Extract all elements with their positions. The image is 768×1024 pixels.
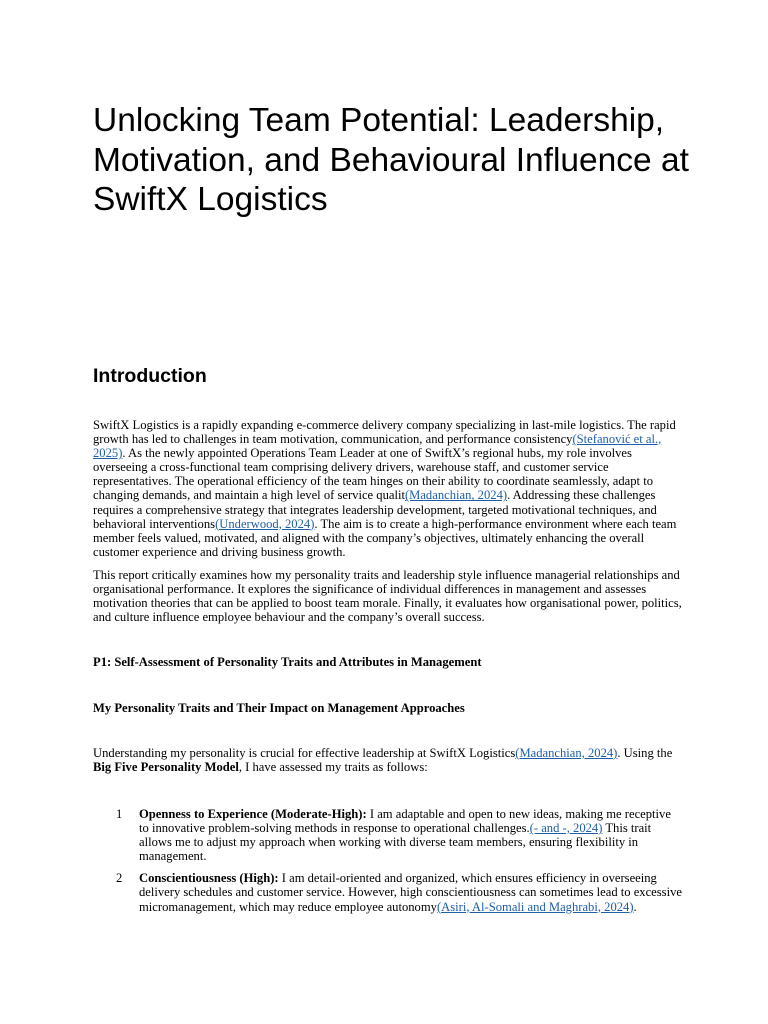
intro-p1-text-1: SwiftX Logistics is a rapidly expanding e-commerce delivery company specializing in last-mile logistics. The rapid growth has led to challenges in team motivation, communication, and performance consistency xyxy=(93,418,676,447)
traits-list xyxy=(93,807,683,914)
trait-name: Openness to Experience (Moderate-High): xyxy=(139,807,367,821)
citation-link-madanchian[interactable]: (Madanchian, 2024) xyxy=(404,488,508,503)
intro-p1-text-3: . Addressing these challenges requires a comprehensive strategy that integrates leadership development, targeted motivational techniques, and behavioral interventions xyxy=(93,488,657,531)
big-five-model-term: Big Five Personality Model xyxy=(93,760,239,775)
citation-link-underwood[interactable]: (Underwood, 2024) xyxy=(215,516,315,531)
intro-p1-text-4: . The aim is to create a high-performance environment where each team member feels valued, motivated, and aligned with the company’s objectives, ultimately enhancing the overall customer experience and driving business growth. xyxy=(93,516,677,559)
trait-text-end: This trait allows me to adjust my approach when working with diverse team members, ensuring flexibility in management. xyxy=(139,821,652,864)
personality-text-3: , I have assessed my traits as follows: xyxy=(238,760,428,775)
personality-text-2: . Using the xyxy=(617,746,673,760)
intro-paragraph-1 xyxy=(93,418,683,559)
personality-text-1: Understanding my personality is crucial for effective leadership at SwiftX Logistics xyxy=(93,746,516,760)
list-item xyxy=(93,871,683,913)
p1-heading: P1: Self-Assessment of Personality Traits and Attributes in Management xyxy=(93,655,482,669)
citation-link-stefanovic[interactable]: (Stefanović et al., 2025) xyxy=(93,432,662,461)
citation-link[interactable]: (Asiri, Al-Somali and Maghrabi, 2024) xyxy=(436,899,634,914)
traits-heading: My Personality Traits and Their Impact on Management Approaches xyxy=(93,701,465,715)
intro-p1-text-2: . As the newly appointed Operations Team Leader at one of SwiftX’s regional hubs, my role involves overseeing a cross-functional team comprising delivery drivers, warehouse staff, and customer service representatives. The operational efficiency of the team hinges on their ability to coordinate seamlessly, adapt to changing demands, and maintain a high level of service qualit xyxy=(93,446,653,503)
citation-link-madanchian-2[interactable]: (Madanchian, 2024) xyxy=(515,746,618,760)
trait-text: I am adaptable and open to new ideas, making me receptive to innovative problem-solving methods in response to operational challenges. xyxy=(139,807,671,836)
trait-text: I am detail-oriented and organized, which ensures efficiency in overseeing delivery schedules and customer service. However, high conscientiousness can sometimes lead to excessive micromanagement, which may reduce employee autonomy xyxy=(139,871,682,914)
document-title: Unlocking Team Potential: Leadership, Motivation, and Behavioural Influence at SwiftX Logistics xyxy=(93,102,689,218)
list-number: 1 xyxy=(116,807,123,821)
list-number: 2 xyxy=(116,871,123,886)
trait-text-end: . xyxy=(633,899,637,914)
intro-paragraph-2: This report critically examines how my personality traits and leadership style influence managerial relationships and organisational performance. It explores the significance of individual differences in management and assesses motivation theories that can be applied to boost team morale. Finally, it evaluates how organisational power, politics, and culture influence employee behaviour and the company’s overall success. xyxy=(93,568,682,625)
list-item xyxy=(93,807,683,863)
citation-link[interactable]: (- and -, 2024) xyxy=(529,821,603,836)
introduction-heading: Introduction xyxy=(93,365,207,387)
trait-name: Conscientiousness (High): xyxy=(139,871,279,886)
personality-paragraph xyxy=(93,746,683,774)
